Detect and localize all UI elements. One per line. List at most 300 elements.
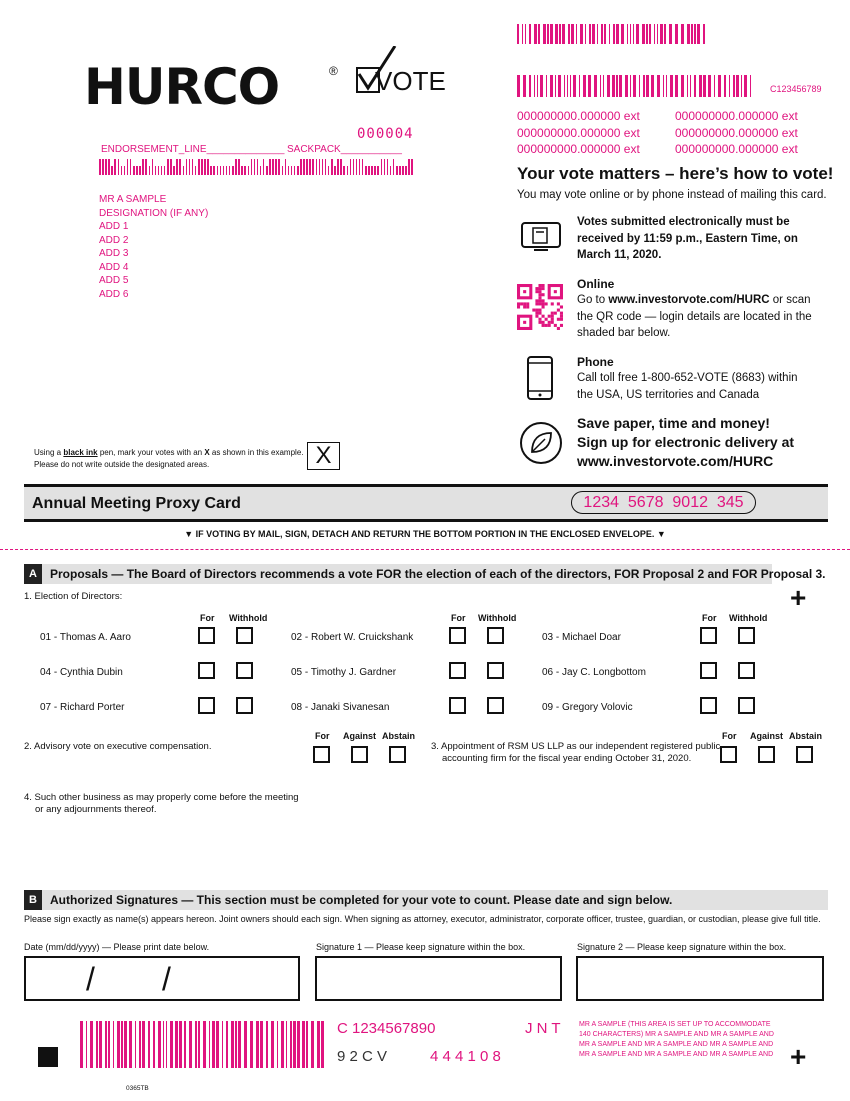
vote-checkbox-withhold[interactable] bbox=[236, 627, 253, 644]
barcode-bar bbox=[220, 166, 222, 175]
barcode-bar bbox=[670, 75, 673, 97]
barcode-bar bbox=[297, 166, 299, 175]
vote-checkbox-for[interactable] bbox=[198, 697, 215, 714]
date-slash: / bbox=[86, 961, 95, 997]
ink-x: X bbox=[204, 448, 210, 457]
barcode-bar bbox=[133, 166, 135, 175]
vote-checkbox-abstain[interactable] bbox=[389, 746, 406, 763]
ext-line: 000000000.000000 ext bbox=[675, 125, 798, 140]
vote-checkbox-for[interactable] bbox=[449, 662, 466, 679]
barcode-bar bbox=[585, 24, 587, 44]
barcode-bar bbox=[25, 184, 46, 187]
barcode-bar bbox=[293, 1021, 296, 1068]
barcode-bar bbox=[25, 206, 46, 209]
barcode-bar bbox=[543, 24, 546, 44]
barcode-bar bbox=[559, 24, 561, 44]
barcode-bar bbox=[25, 215, 46, 218]
barcode-bar bbox=[232, 166, 234, 175]
withhold-header: Withhold bbox=[478, 613, 517, 623]
barcode-bar bbox=[124, 166, 126, 175]
online-title: Online bbox=[577, 277, 615, 291]
ext-line: 000000000.000000 ext bbox=[517, 125, 640, 140]
barcode-bar bbox=[102, 159, 104, 175]
qr-module bbox=[538, 293, 541, 296]
barcode-bar bbox=[266, 166, 268, 175]
vote-checkbox-withhold[interactable] bbox=[738, 627, 755, 644]
address-line: ADD 4 bbox=[99, 261, 129, 273]
barcode-bar bbox=[302, 1021, 305, 1068]
qr-module bbox=[538, 318, 541, 321]
barcode-bar bbox=[189, 1021, 192, 1068]
vote-checkbox-for[interactable] bbox=[449, 697, 466, 714]
barcode-bar bbox=[25, 262, 46, 264]
barcode-bar bbox=[558, 75, 561, 97]
address-line: MR A SAMPLE bbox=[99, 194, 167, 205]
barcode-bar bbox=[600, 75, 602, 97]
vote-checkbox-withhold[interactable] bbox=[738, 697, 755, 714]
section-b-bar bbox=[24, 890, 828, 910]
qr-module bbox=[545, 324, 548, 327]
ink-instructions bbox=[34, 447, 304, 471]
qr-module bbox=[523, 302, 526, 305]
barcode-bar bbox=[105, 1021, 106, 1068]
qr-module bbox=[523, 290, 526, 293]
barcode-bar bbox=[646, 24, 648, 44]
qr-module bbox=[554, 312, 557, 315]
barcode-bar bbox=[309, 159, 311, 175]
barcode-bar bbox=[288, 166, 290, 175]
barcode-bar bbox=[183, 166, 185, 175]
registration-mark bbox=[38, 1047, 58, 1067]
address-line: ADD 1 bbox=[99, 221, 129, 232]
ext-line: 000000000.000000 ext bbox=[517, 142, 640, 156]
vote-checkbox-for[interactable] bbox=[700, 697, 717, 714]
barcode-bar bbox=[124, 1021, 127, 1068]
footer-barcode bbox=[80, 1021, 327, 1068]
barcode-bar bbox=[311, 1021, 314, 1068]
barcode-bar bbox=[155, 166, 157, 175]
barcode-bar bbox=[334, 166, 336, 175]
qr-module bbox=[548, 321, 551, 324]
qr-module bbox=[542, 321, 545, 324]
barcode-bar bbox=[260, 1021, 263, 1068]
online-url[interactable]: www.investorvote.com/HURC bbox=[608, 294, 770, 306]
vote-checkbox-withhold[interactable] bbox=[738, 662, 755, 679]
vote-checkbox-withhold[interactable] bbox=[487, 697, 504, 714]
barcode-bar bbox=[260, 166, 262, 175]
barcode-bar bbox=[25, 253, 46, 255]
qr-module bbox=[517, 302, 520, 305]
barcode-bar bbox=[694, 75, 696, 97]
barcode-bar bbox=[173, 166, 175, 175]
barcode-bar bbox=[170, 159, 172, 175]
barcode-bar bbox=[562, 24, 565, 44]
barcode-bar bbox=[621, 24, 624, 44]
postal-barcode bbox=[99, 159, 415, 175]
example-mark: X bbox=[315, 442, 332, 469]
barcode-bar bbox=[153, 1021, 156, 1068]
qr-module bbox=[560, 312, 563, 315]
qr-module bbox=[542, 299, 545, 302]
barcode-bar bbox=[105, 159, 107, 175]
barcode-bar bbox=[176, 159, 178, 175]
barcode-bar bbox=[630, 24, 632, 44]
barcode-bar bbox=[691, 24, 693, 44]
monitor-icon bbox=[519, 219, 563, 262]
barcode-bar bbox=[207, 159, 209, 175]
vote-checkbox-withhold[interactable] bbox=[236, 662, 253, 679]
barcode-bar bbox=[238, 1021, 241, 1068]
director-name: 06 - Jay C. Longbottom bbox=[542, 667, 646, 678]
qr-module bbox=[548, 315, 551, 318]
barcode-bar bbox=[627, 24, 629, 44]
barcode-bar bbox=[25, 287, 46, 289]
barcode-bar bbox=[136, 166, 138, 175]
qr-module bbox=[545, 318, 548, 321]
qr-module bbox=[538, 290, 541, 293]
barcode-bar bbox=[231, 1021, 234, 1068]
vote-checkbox-for[interactable] bbox=[313, 746, 330, 763]
barcode-bar bbox=[325, 159, 327, 175]
barcode-bar bbox=[381, 159, 383, 175]
qr-module bbox=[538, 309, 541, 312]
barcode-bar bbox=[374, 166, 376, 175]
barcode-bar bbox=[25, 196, 46, 199]
barcode-bar bbox=[198, 1021, 199, 1068]
barcode-bar bbox=[271, 1021, 274, 1068]
barcode-bar bbox=[396, 166, 398, 175]
barcode-bar bbox=[317, 1021, 320, 1068]
barcode-bar bbox=[25, 244, 46, 247]
barcode-bar bbox=[371, 166, 373, 175]
barcode-bar bbox=[121, 166, 123, 175]
barcode-bar bbox=[278, 159, 280, 175]
vote-checkbox-withhold[interactable] bbox=[487, 627, 504, 644]
vote-checkbox-withhold[interactable] bbox=[236, 697, 253, 714]
barcode-bar bbox=[601, 24, 603, 44]
barcode-bar bbox=[135, 1021, 136, 1068]
card-title: Annual Meeting Proxy Card bbox=[32, 495, 241, 512]
proposal-3-text bbox=[431, 741, 720, 765]
barcode-bar bbox=[25, 175, 46, 177]
barcode-bar bbox=[609, 24, 611, 44]
barcode-bar bbox=[204, 159, 206, 175]
barcode-bar bbox=[294, 166, 296, 175]
barcode-bar bbox=[111, 166, 113, 175]
barcode-bar bbox=[356, 159, 358, 175]
proposal-3-line: 3. Appointment of RSM US LLP as our independent registered public bbox=[431, 741, 721, 752]
barcode-bar bbox=[306, 159, 308, 175]
barcode-bar bbox=[25, 221, 46, 224]
barcode-bar bbox=[690, 75, 692, 97]
barcode-bar bbox=[633, 24, 635, 44]
barcode-bar bbox=[269, 159, 271, 175]
qr-module bbox=[542, 302, 545, 305]
signature-1-field[interactable] bbox=[315, 956, 562, 1001]
barcode-bar bbox=[195, 1021, 196, 1068]
barcode-bar bbox=[643, 75, 645, 97]
vote-checkbox-abstain[interactable] bbox=[796, 746, 813, 763]
qr-module bbox=[538, 296, 541, 299]
address-line: ADD 6 bbox=[99, 288, 129, 300]
for-header: For bbox=[315, 731, 330, 741]
barcode-bar bbox=[589, 24, 591, 44]
vote-text: VOTE bbox=[375, 66, 446, 96]
barcode-bar bbox=[625, 75, 628, 97]
barcode-bar bbox=[579, 75, 581, 97]
qr-module bbox=[557, 309, 560, 312]
barcode-bar bbox=[114, 159, 116, 175]
barcode-bar bbox=[90, 1021, 93, 1068]
abstain-header: Abstain bbox=[382, 731, 416, 741]
barcode-bar bbox=[198, 159, 200, 175]
barcode-bar bbox=[222, 1021, 223, 1068]
barcode-bar bbox=[402, 166, 404, 175]
ink-emphasis: black ink bbox=[63, 448, 98, 457]
barcode-bar bbox=[117, 1021, 120, 1068]
barcode-bar bbox=[152, 159, 154, 175]
barcode-bar bbox=[328, 166, 330, 175]
sackpack-line: SACKPACK___________ bbox=[287, 144, 402, 155]
barcode-bar bbox=[523, 75, 526, 97]
barcode-bar bbox=[724, 75, 726, 97]
barcode-bar bbox=[297, 1021, 300, 1068]
barcode-bar bbox=[158, 166, 160, 175]
registered-mark: ® bbox=[329, 64, 338, 78]
barcode-bar bbox=[25, 163, 46, 165]
barcode-bar bbox=[387, 159, 389, 175]
phone-text: Call toll free 1-800-652-VOTE (8683) within the USA, US territories and Canada bbox=[577, 372, 798, 401]
phone-icon bbox=[526, 355, 554, 406]
barcode-bar bbox=[540, 75, 543, 97]
qr-code-icon bbox=[517, 284, 563, 335]
barcode-bar bbox=[99, 1021, 102, 1068]
qr-module bbox=[538, 284, 541, 287]
vote-checkbox-for[interactable] bbox=[720, 746, 737, 763]
barcode-bar bbox=[25, 152, 46, 155]
barcode-bar bbox=[669, 24, 672, 44]
qr-module bbox=[551, 302, 554, 305]
barcode-bar bbox=[212, 1021, 215, 1068]
barcode-bar bbox=[525, 24, 527, 44]
qr-module bbox=[535, 312, 538, 315]
barcode-bar bbox=[142, 1021, 145, 1068]
barcode-bar bbox=[266, 1021, 267, 1068]
barcode-bar bbox=[312, 159, 314, 175]
vote-checkbox-for[interactable] bbox=[700, 662, 717, 679]
barcode-bar bbox=[750, 75, 752, 97]
barcode-bar bbox=[657, 75, 660, 97]
barcode-bar bbox=[25, 238, 46, 241]
barcode-bar bbox=[564, 75, 566, 97]
barcode-bar bbox=[517, 24, 519, 44]
barcode-bar bbox=[570, 75, 572, 97]
barcode-bar bbox=[529, 75, 531, 97]
barcode-bar bbox=[741, 75, 743, 97]
barcode-bar bbox=[303, 159, 305, 175]
barcode-bar bbox=[322, 159, 324, 175]
barcode-bar bbox=[319, 159, 321, 175]
barcode-bar bbox=[226, 1021, 227, 1068]
barcode-bar bbox=[657, 24, 659, 44]
qr-module bbox=[542, 287, 545, 290]
barcode-bar bbox=[592, 24, 595, 44]
qr-module bbox=[538, 312, 541, 315]
control-number: 1234 5678 9012 345 bbox=[571, 491, 756, 514]
barcode-bar bbox=[244, 166, 246, 175]
qr-module bbox=[548, 324, 551, 327]
barcode-bar bbox=[263, 159, 265, 175]
footer-code-1: 9 2 C V bbox=[337, 1048, 388, 1065]
barcode-bar bbox=[25, 232, 46, 235]
barcode-bar bbox=[529, 24, 531, 44]
barcode-bar bbox=[25, 271, 46, 273]
footer-code-2: 4 4 4 1 0 8 bbox=[430, 1048, 501, 1065]
against-header: Against bbox=[343, 731, 377, 741]
director-name: 09 - Gregory Volovic bbox=[542, 702, 633, 713]
qr-module bbox=[538, 321, 541, 324]
top-barcode bbox=[517, 24, 709, 44]
barcode-bar bbox=[130, 159, 132, 175]
barcode-bar bbox=[616, 75, 618, 97]
signature-1-label: Signature 1 — Please keep signature within the box. bbox=[316, 942, 526, 952]
barcode-bar bbox=[546, 75, 548, 97]
vote-checkbox-against[interactable] bbox=[758, 746, 775, 763]
barcode-bar bbox=[663, 75, 665, 97]
barcode-bar bbox=[350, 159, 352, 175]
online-go-to: Go to bbox=[577, 294, 609, 306]
barcode-bar bbox=[203, 1021, 206, 1068]
qr-module bbox=[557, 318, 560, 321]
vote-heading: Your vote matters – here’s how to vote! bbox=[517, 164, 834, 183]
barcode-bar bbox=[550, 75, 553, 97]
barcode-bar bbox=[121, 1021, 122, 1068]
barcode-bar bbox=[377, 166, 379, 175]
qr-module bbox=[526, 302, 529, 305]
for-header: For bbox=[200, 613, 215, 623]
barcode-bar bbox=[167, 159, 169, 175]
vote-subheading: You may vote online or by phone instead of mailing this card. bbox=[517, 189, 827, 201]
barcode-bar bbox=[80, 1021, 83, 1068]
barcode-bar bbox=[25, 166, 46, 169]
barcode-bar bbox=[340, 159, 342, 175]
paper-line-3[interactable]: www.investorvote.com/HURC bbox=[577, 453, 774, 469]
address-line: ADD 5 bbox=[99, 275, 129, 286]
barcode-bar bbox=[99, 159, 101, 175]
vote-checkbox-for[interactable] bbox=[198, 662, 215, 679]
withhold-header: Withhold bbox=[729, 613, 768, 623]
section-a-title: Proposals — The Board of Directors recommends a vote FOR the election of each of the directors, FOR Proposal 2 and FOR Proposal 3. bbox=[50, 567, 826, 581]
qr-module bbox=[538, 302, 541, 305]
qr-module bbox=[535, 287, 538, 290]
online-block bbox=[577, 292, 812, 342]
crosshair-mark: + bbox=[790, 1041, 807, 1072]
barcode-bar bbox=[25, 202, 46, 205]
barcode-bar bbox=[300, 159, 302, 175]
director-name: 04 - Cynthia Dubin bbox=[40, 667, 123, 678]
barcode-bar bbox=[251, 159, 253, 175]
barcode-bar bbox=[129, 1021, 132, 1068]
barcode-bar bbox=[244, 1021, 247, 1068]
barcode-bar bbox=[179, 1021, 182, 1068]
qr-module bbox=[560, 305, 563, 308]
vote-checkbox-for[interactable] bbox=[449, 627, 466, 644]
date-field[interactable] bbox=[24, 956, 300, 1001]
vote-checkbox-for[interactable] bbox=[198, 627, 215, 644]
barcode-bar bbox=[597, 24, 599, 44]
qr-module bbox=[523, 321, 526, 324]
barcode-bar bbox=[175, 1021, 178, 1068]
vote-checkbox-withhold[interactable] bbox=[487, 662, 504, 679]
vote-checkbox-against[interactable] bbox=[351, 746, 368, 763]
barcode-bar bbox=[365, 166, 367, 175]
barcode-bar bbox=[630, 75, 632, 97]
qr-module bbox=[557, 302, 560, 305]
barcode-bar bbox=[229, 166, 231, 175]
barcode-bar bbox=[223, 166, 225, 175]
barcode-bar bbox=[555, 24, 558, 44]
director-name: 07 - Richard Porter bbox=[40, 702, 125, 713]
ext-line: 000000000.000000 ext bbox=[675, 142, 798, 156]
side-barcode bbox=[25, 152, 46, 295]
barcode-bar bbox=[393, 159, 395, 175]
barcode-bar bbox=[568, 24, 570, 44]
vote-checkbox-for[interactable] bbox=[700, 627, 717, 644]
barcode-bar bbox=[571, 24, 574, 44]
barcode-bar bbox=[331, 159, 333, 175]
barcode-bar bbox=[25, 170, 46, 172]
paper-line-2: Sign up for electronic delivery at bbox=[577, 434, 795, 450]
barcode-bar bbox=[588, 75, 591, 97]
section-a-letter: A bbox=[24, 564, 42, 584]
barcode-bar bbox=[405, 166, 407, 175]
barcode-bar bbox=[604, 24, 606, 44]
barcode-bar bbox=[277, 1021, 278, 1068]
sequence-number: 000004 bbox=[357, 126, 414, 142]
barcode-bar bbox=[285, 159, 287, 175]
leaf-icon bbox=[519, 421, 563, 470]
barcode-bar bbox=[687, 24, 690, 44]
barcode-bar bbox=[522, 24, 524, 44]
barcode-bar bbox=[703, 75, 706, 97]
for-header: For bbox=[451, 613, 466, 623]
qr-module bbox=[554, 290, 557, 293]
section-b-title: Authorized Signatures — This section must be completed for your vote to count. Please date and sign below. bbox=[50, 893, 673, 907]
qr-module bbox=[551, 315, 554, 318]
signature-2-field[interactable] bbox=[576, 956, 824, 1001]
barcode-bar bbox=[179, 159, 181, 175]
footer-jnt: J N T bbox=[525, 1020, 561, 1037]
qr-module bbox=[560, 315, 563, 318]
barcode-bar bbox=[729, 75, 731, 97]
logo-text: HURCO bbox=[84, 58, 280, 116]
proposal-2-text: 2. Advisory vote on executive compensation. bbox=[24, 741, 212, 752]
qr-module bbox=[520, 302, 523, 305]
barcode-bar bbox=[537, 75, 539, 97]
barcode-bar bbox=[25, 157, 46, 160]
barcode-bar bbox=[25, 226, 46, 229]
barcode-bar bbox=[359, 159, 361, 175]
qr-module bbox=[535, 290, 538, 293]
barcode-bar bbox=[744, 75, 747, 97]
paper-line-1: Save paper, time and money! bbox=[577, 415, 770, 431]
control-code: C123456789 bbox=[770, 84, 822, 94]
address-line: ADD 3 bbox=[99, 248, 129, 259]
barcode-bar bbox=[619, 75, 622, 97]
barcode-bar bbox=[170, 1021, 173, 1068]
qr-module bbox=[542, 305, 545, 308]
barcode-bar bbox=[281, 1021, 284, 1068]
